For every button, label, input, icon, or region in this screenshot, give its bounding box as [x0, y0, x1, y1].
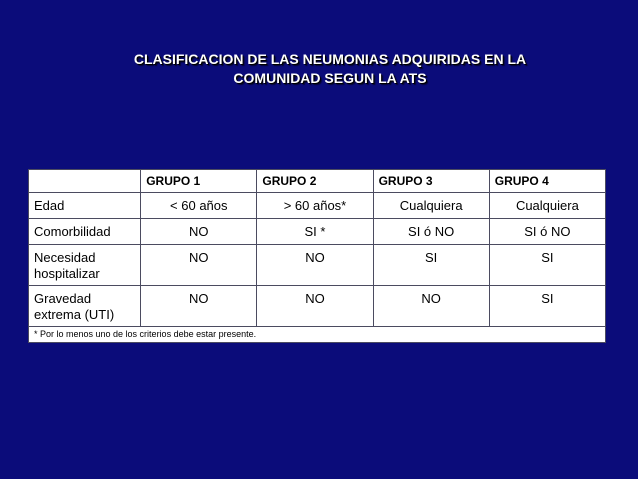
footnote: * Por lo menos uno de los criterios debe estar presente. — [29, 327, 606, 343]
table-cell: SI ó NO — [489, 219, 605, 245]
classification-table — [28, 169, 606, 343]
table-cell: NO — [373, 286, 489, 327]
table-cell: SI ó NO — [373, 219, 489, 245]
table-cell: NO — [141, 286, 257, 327]
table-cell: NO — [257, 286, 373, 327]
table-cell: Cualquiera — [373, 193, 489, 219]
table-cell: NO — [141, 245, 257, 286]
row-label: Edad — [29, 193, 141, 219]
table-cell: SI — [373, 245, 489, 286]
table-row-gravedad-extrema — [29, 286, 606, 327]
header-grupo-4: GRUPO 4 — [489, 170, 605, 193]
table-cell: SI — [489, 286, 605, 327]
row-label: Necesidad hospitalizar — [29, 245, 141, 286]
table-cell: Cualquiera — [489, 193, 605, 219]
header-row — [29, 170, 606, 193]
title-line-1: CLASIFICACION DE LAS NEUMONIAS ADQUIRIDAS EN LA — [133, 51, 527, 67]
footnote-row — [29, 327, 606, 343]
row-label: Comorbilidad — [29, 219, 141, 245]
header-grupo-2: GRUPO 2 — [257, 170, 373, 193]
table-row-comorbilidad — [29, 219, 606, 245]
header-grupo-3: GRUPO 3 — [373, 170, 489, 193]
table-cell: SI * — [257, 219, 373, 245]
table-cell: SI — [489, 245, 605, 286]
header-grupo-1: GRUPO 1 — [141, 170, 257, 193]
slide-title — [60, 50, 600, 88]
table-cell: NO — [141, 219, 257, 245]
row-label: Gravedad extrema (UTI) — [29, 286, 141, 327]
table-cell: < 60 años — [141, 193, 257, 219]
table-row-edad — [29, 193, 606, 219]
table-row-necesidad-hospitalizar — [29, 245, 606, 286]
table-cell: > 60 años* — [257, 193, 373, 219]
header-cell-empty — [29, 170, 141, 193]
title-line-2: COMUNIDAD SEGUN LA ATS — [233, 70, 427, 86]
table-cell: NO — [257, 245, 373, 286]
